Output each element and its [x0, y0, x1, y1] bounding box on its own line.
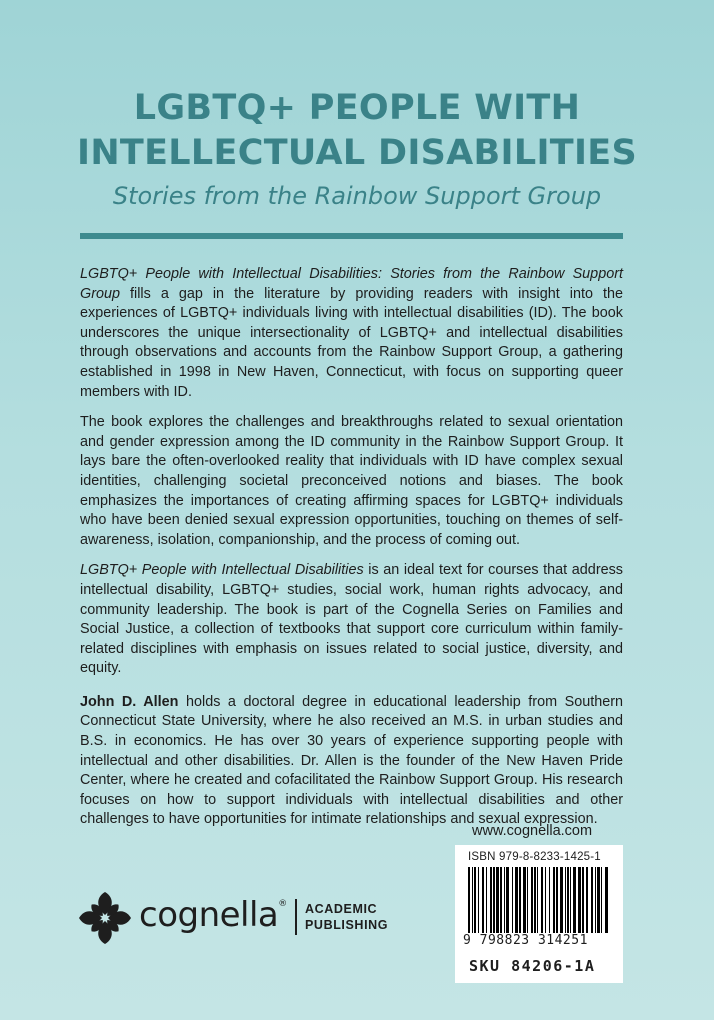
barcode-bars	[468, 867, 612, 933]
isbn-number: ISBN 979-8-8233-1425-1	[468, 851, 601, 863]
barcode-panel	[455, 845, 623, 983]
back-cover-description	[80, 265, 623, 841]
paragraph-3-text: is an ideal text for courses that address intellectual disability, LGBTQ+ studies, social work, human rights advocacy, and community leadership. The book is part of the Cognella Series on Families and Social Justice, a collection of textbooks that support core curriculum within family-related disciplines with emphasis on issues related to social justice, diversity, and equity.	[80, 562, 624, 677]
book-title-reference: LGBTQ+ People with Intellectual Disabilities: Stories from the Rainbow Support Group	[80, 266, 623, 302]
author-bio-text: holds a doctoral degree in educational leadership from Southern Connecticut State University, where he also received an M.S. in urban studies and B.S. in economics. He has over 30 years of experience supporting people with intellectual and other disabilities. Dr. Allen is the founder of the New Haven Pride Center, where he created and cofacilitated the Rainbow Support Group. His research focuses on how to support individuals with intellectual disabilities and other challenges to have opportunities for intimate relationships and sexual expression.	[80, 693, 623, 828]
title-divider	[80, 233, 623, 239]
publisher-label-academic: ACADEMIC	[305, 902, 378, 916]
paragraph-1-text: fills a gap in the literature by providing readers with insight into the experiences of LGBTQ+ individuals living with intellectual disabilities (ID). The book underscores the unique intersectionality of LGBTQ+ and intellectual disabilities through observations and accounts from the Rainbow Support Group, a gathering established in 1998 in New Haven, Connecticut, with focus on supporting queer members with ID.	[80, 285, 623, 400]
description-paragraph-3	[80, 561, 623, 679]
author-name: John D. Allen	[80, 693, 179, 710]
book-title-reference-short: LGBTQ+ People with Intellectual Disabilities	[80, 562, 364, 579]
book-title	[0, 86, 714, 176]
description-paragraph-2: The book explores the challenges and breakthroughs related to sexual orientation and gender expression among the ID community in the Rainbow Support Group. It lays bare the often-overlooked reality that individuals with ID have complex sexual identities, challenging societal preconceived notions and biases. The book emphasizes the importances of creating affirming spaces for LGBTQ+ individuals who have been denied sexual expression opportunities, touching on themes of self-awareness, isolation, companionship, and the process of coming out.	[80, 414, 623, 548]
author-bio-paragraph	[80, 693, 623, 830]
registered-mark: ®	[278, 899, 287, 909]
barcode-digits: 9 798823 314251	[463, 933, 588, 948]
book-subtitle: Stories from the Rainbow Support Group	[112, 182, 602, 210]
cognella-logo-icon	[78, 891, 132, 945]
publisher-name: cognella	[139, 895, 279, 935]
publisher-wordmark	[139, 895, 287, 935]
title-line-1: LGBTQ+ PEOPLE WITH	[133, 88, 581, 128]
publisher-website: www.cognella.com	[472, 823, 593, 839]
title-line-2: INTELLECTUAL DISABILITIES	[77, 133, 637, 173]
publisher-label-publishing: PUBLISHING	[305, 918, 389, 932]
sku-number: SKU 84206-1A	[469, 957, 596, 975]
logo-divider	[295, 899, 297, 935]
description-paragraph-1	[80, 265, 623, 402]
